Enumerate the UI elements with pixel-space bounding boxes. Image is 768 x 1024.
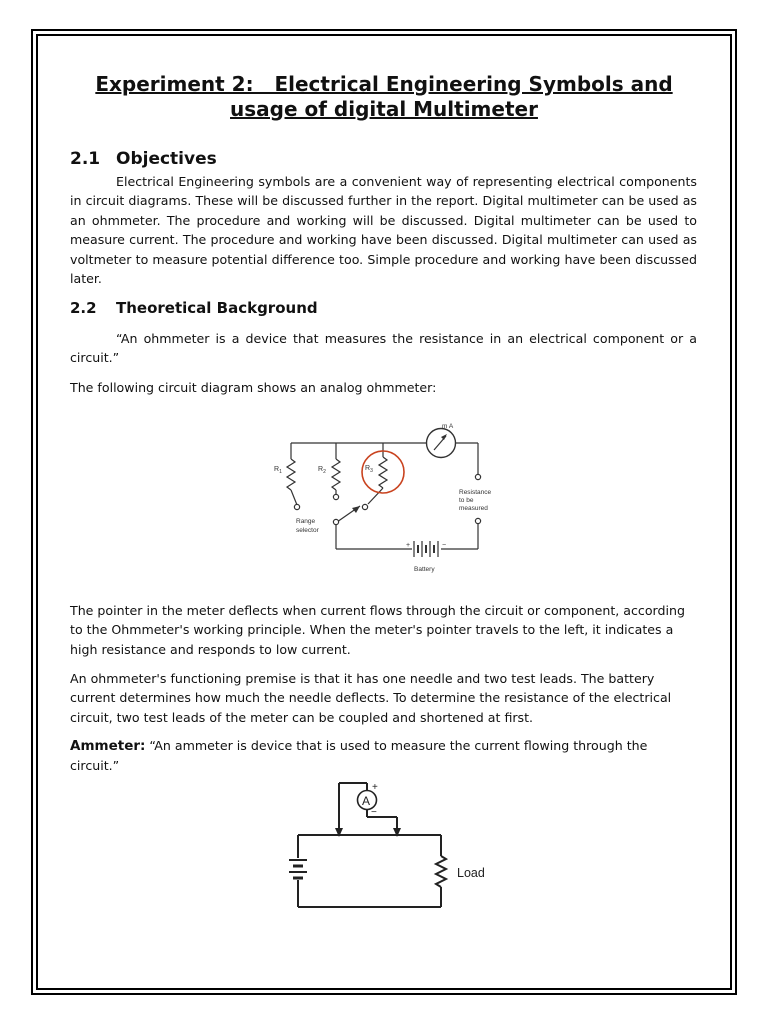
battery-plus: +: [406, 542, 411, 549]
pointer-paragraph: The pointer in the meter deflects when current flows through the circuit or component, according to the Ohmmeter's working principle. When the meter's pointer travels to the left, it indicates a high resistance and responds to low current.: [70, 603, 685, 657]
premise-paragraph: An ohmmeter's functioning premise is that it has one needle and two test leads. The battery current determines how much the needle deflects. To determine the resistance of the electrical circuit, two test leads of the meter can be coupled and shortened at first.: [70, 671, 672, 725]
ohmmeter-circuit-diagram: [268, 410, 500, 580]
section-heading-objectives: [70, 149, 217, 169]
diagram-intro: The following circuit diagram shows an analog ohmmeter:: [70, 380, 437, 395]
svg-text:R2: [318, 466, 326, 475]
ammeter-minus: −: [371, 807, 377, 818]
r1-label: R: [274, 466, 280, 473]
r1-subscript: 1: [279, 469, 282, 475]
ammeter-quote: “An ammeter is device that is used to measure the current flowing through the circuit.”: [70, 738, 652, 774]
section-number: 2.2: [70, 299, 97, 317]
title-line-2: usage of digital Multimeter: [230, 97, 538, 121]
r3-label: R: [365, 465, 371, 472]
load-label: Load: [457, 866, 485, 880]
milliammeter-icon: [427, 429, 456, 458]
title-line-1: Experiment 2: Electrical Engineering Symbols and: [95, 72, 673, 96]
svg-text:R1: [274, 466, 282, 475]
ammeter-plus: +: [372, 782, 378, 793]
ammeter-circuit-diagram: [285, 774, 490, 914]
section-title: Objectives: [116, 149, 217, 169]
ammeter-label: Ammeter:: [70, 738, 146, 754]
battery-minus: −: [442, 542, 447, 549]
resistance-label-1: Resistance: [459, 489, 492, 496]
r2-subscript: 2: [323, 469, 326, 475]
svg-text:R3: [365, 465, 373, 474]
section-heading-theory: [70, 299, 318, 317]
range-selector-label-2: selector: [296, 527, 319, 534]
ammeter-definition: [70, 736, 697, 776]
meter-label: m A: [442, 423, 454, 430]
ohmmeter-definition: “An ohmmeter is a device that measures the resistance in an electrical component or a circuit.”: [70, 331, 697, 366]
resistance-label-3: measured: [459, 505, 488, 512]
section-title: Theoretical Background: [116, 299, 318, 317]
battery-label: Battery: [414, 566, 435, 573]
section-number: 2.1: [70, 149, 101, 169]
r2-label: R: [318, 466, 324, 473]
document-title: [70, 72, 698, 122]
range-selector-label-1: Range: [296, 518, 316, 525]
resistance-label-2: to be: [459, 497, 474, 504]
objectives-paragraph: Electrical Engineering symbols are a convenient way of representing electrical components in circuit diagrams. These will be discussed further in the report. Digital multimeter can be used as an ohmmeter. The procedure and working will be discussed. Digital multimeter can be used to measure current. The procedure and working have been discussed. Digital multimeter can used as voltmeter to measure potential difference too. Simple procedure and working have been discussed later.: [70, 174, 697, 287]
ammeter-symbol: A: [362, 794, 371, 808]
r3-subscript: 3: [370, 468, 373, 474]
